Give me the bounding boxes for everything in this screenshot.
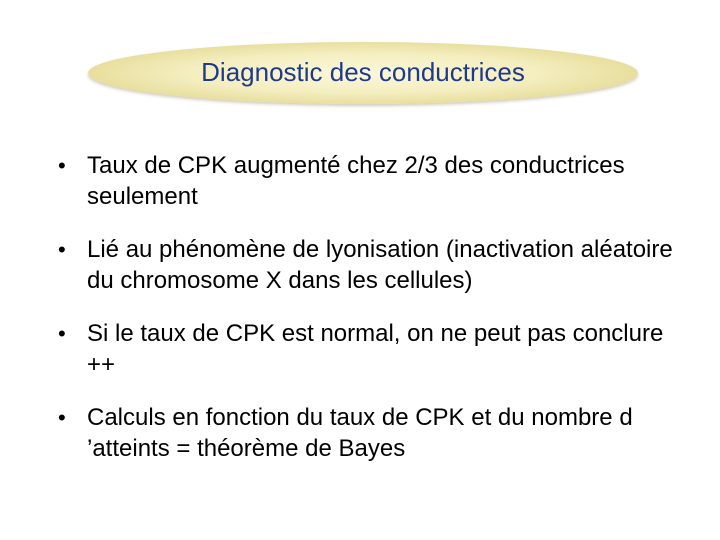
slide-title: Diagnostic des conductrices [201,57,525,87]
bullet-dot-icon: • [58,405,66,430]
bullet-list [58,150,678,486]
bullet-text-2: Lié au phénomène de lyonisation (inactivation aléatoire du chromosome X dans les cellules) [87,236,673,294]
bullet-item-3 [58,318,678,380]
bullet-dot-icon: • [58,321,66,346]
bullet-text-1: Taux de CPK augmenté chez 2/3 des conductrices seulement [87,152,625,210]
bullet-dot-icon: • [58,237,66,262]
bullet-dot-icon: • [58,153,66,178]
bullet-item-2 [58,234,678,296]
bullet-item-1 [58,150,678,212]
bullet-item-4 [58,402,678,464]
bullet-text-3: Si le taux de CPK est normal, on ne peut pas conclure ++ [87,320,664,378]
bullet-text-4: Calculs en fonction du taux de CPK et du nombre d ’atteints = théorème de Bayes [87,404,633,462]
